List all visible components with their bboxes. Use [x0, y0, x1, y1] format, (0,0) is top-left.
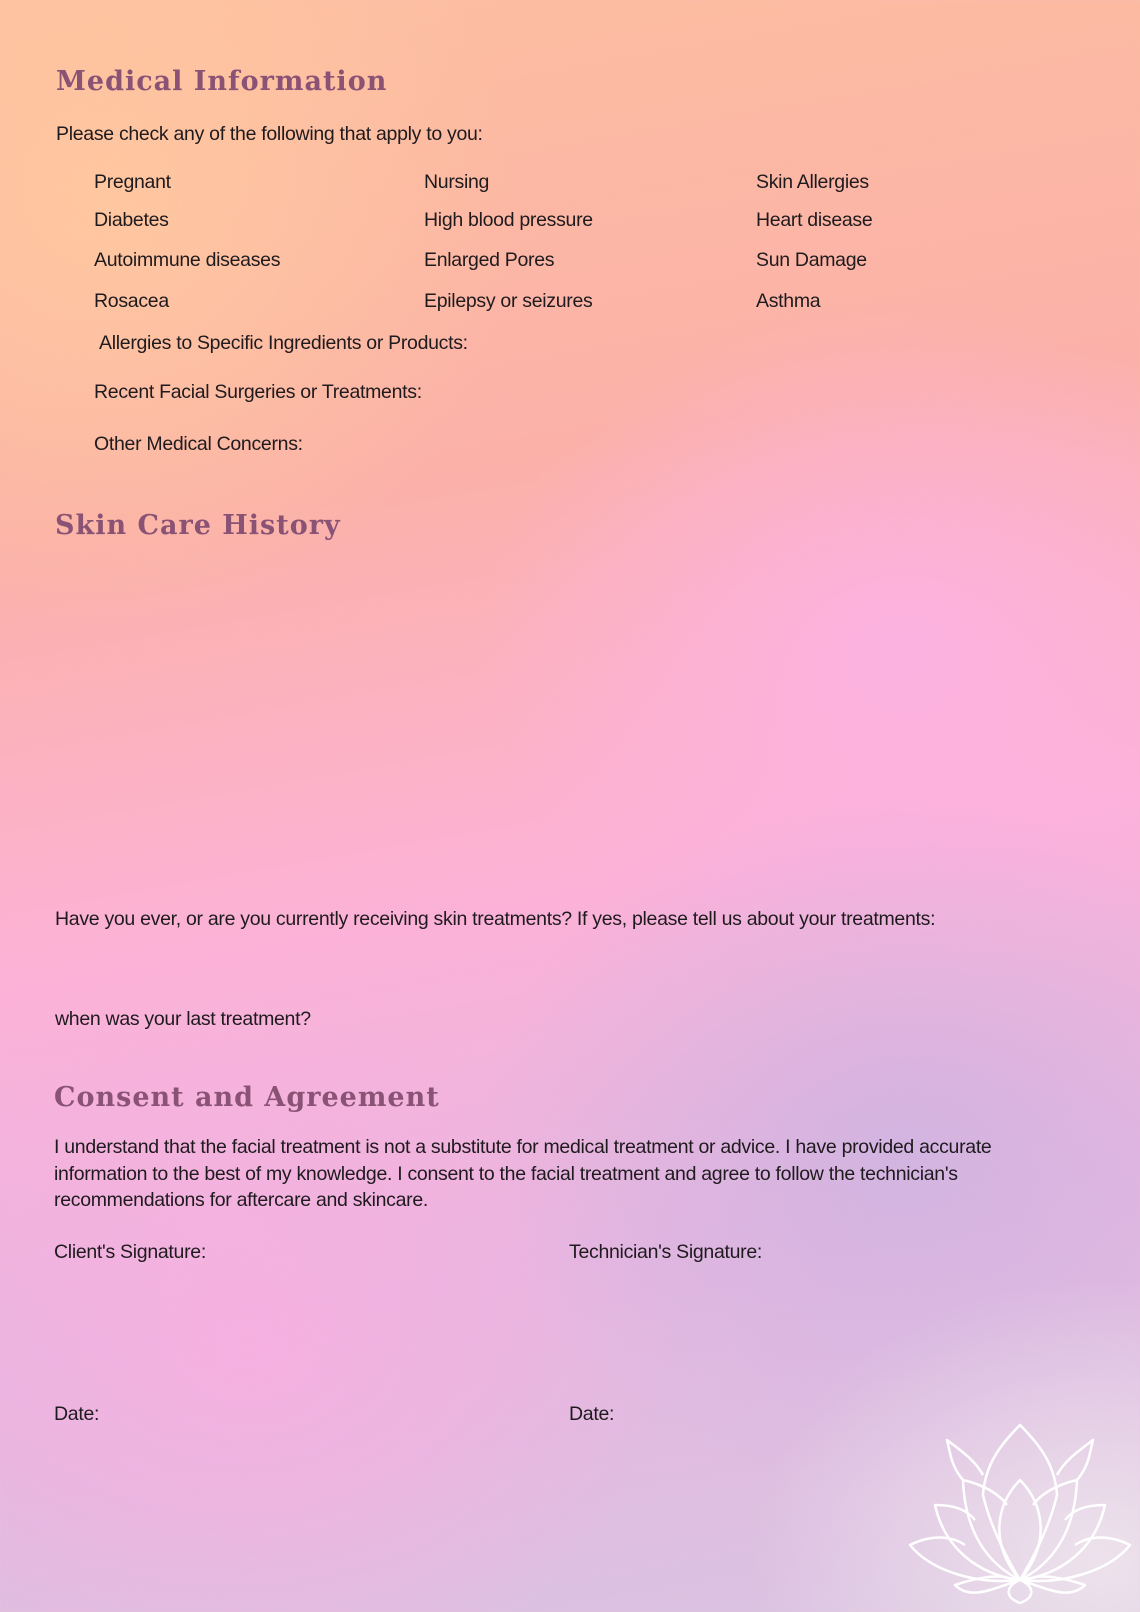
client-date-label: Date: — [54, 1403, 100, 1425]
condition-asthma[interactable]: Asthma — [756, 290, 821, 312]
treatments-question: Have you ever, or are you currently receiving skin treatments? If yes, please tell us about your treatments: — [55, 908, 936, 930]
condition-epilepsy[interactable]: Epilepsy or seizures — [424, 290, 593, 312]
condition-pregnant[interactable]: Pregnant — [94, 171, 171, 193]
client-signature-label: Client's Signature: — [54, 1241, 206, 1263]
lotus-icon — [895, 1405, 1140, 1605]
condition-skin-allergies[interactable]: Skin Allergies — [756, 171, 869, 193]
condition-high-blood-pressure[interactable]: High blood pressure — [424, 209, 593, 231]
condition-sun-damage[interactable]: Sun Damage — [756, 249, 867, 271]
condition-heart-disease[interactable]: Heart disease — [756, 209, 873, 231]
surgeries-label: Recent Facial Surgeries or Treatments: — [94, 381, 422, 403]
allergies-label: Allergies to Specific Ingredients or Products: — [99, 332, 468, 354]
last-treatment-question: when was your last treatment? — [55, 1008, 311, 1030]
condition-diabetes[interactable]: Diabetes — [94, 209, 169, 231]
consent-text: I understand that the facial treatment is not a substitute for medical treatment or advice. I have provided accurate information to the best of my knowledge. I consent to the facial treatment and agree to follow the technician's recommendations for aftercare and skincare. — [54, 1136, 992, 1211]
skin-care-history-heading: Skin Care History — [55, 510, 341, 541]
condition-rosacea[interactable]: Rosacea — [94, 290, 169, 312]
condition-enlarged-pores[interactable]: Enlarged Pores — [424, 249, 555, 271]
condition-nursing[interactable]: Nursing — [424, 171, 490, 193]
medical-information-heading: Medical Information — [56, 66, 388, 97]
condition-autoimmune[interactable]: Autoimmune diseases — [94, 249, 281, 271]
technician-date-label: Date: — [569, 1403, 615, 1425]
consent-heading: Consent and Agreement — [54, 1082, 440, 1113]
other-concerns-label: Other Medical Concerns: — [94, 433, 303, 455]
instruction-text: Please check any of the following that apply to you: — [56, 123, 483, 145]
technician-signature-label: Technician's Signature: — [569, 1241, 763, 1263]
